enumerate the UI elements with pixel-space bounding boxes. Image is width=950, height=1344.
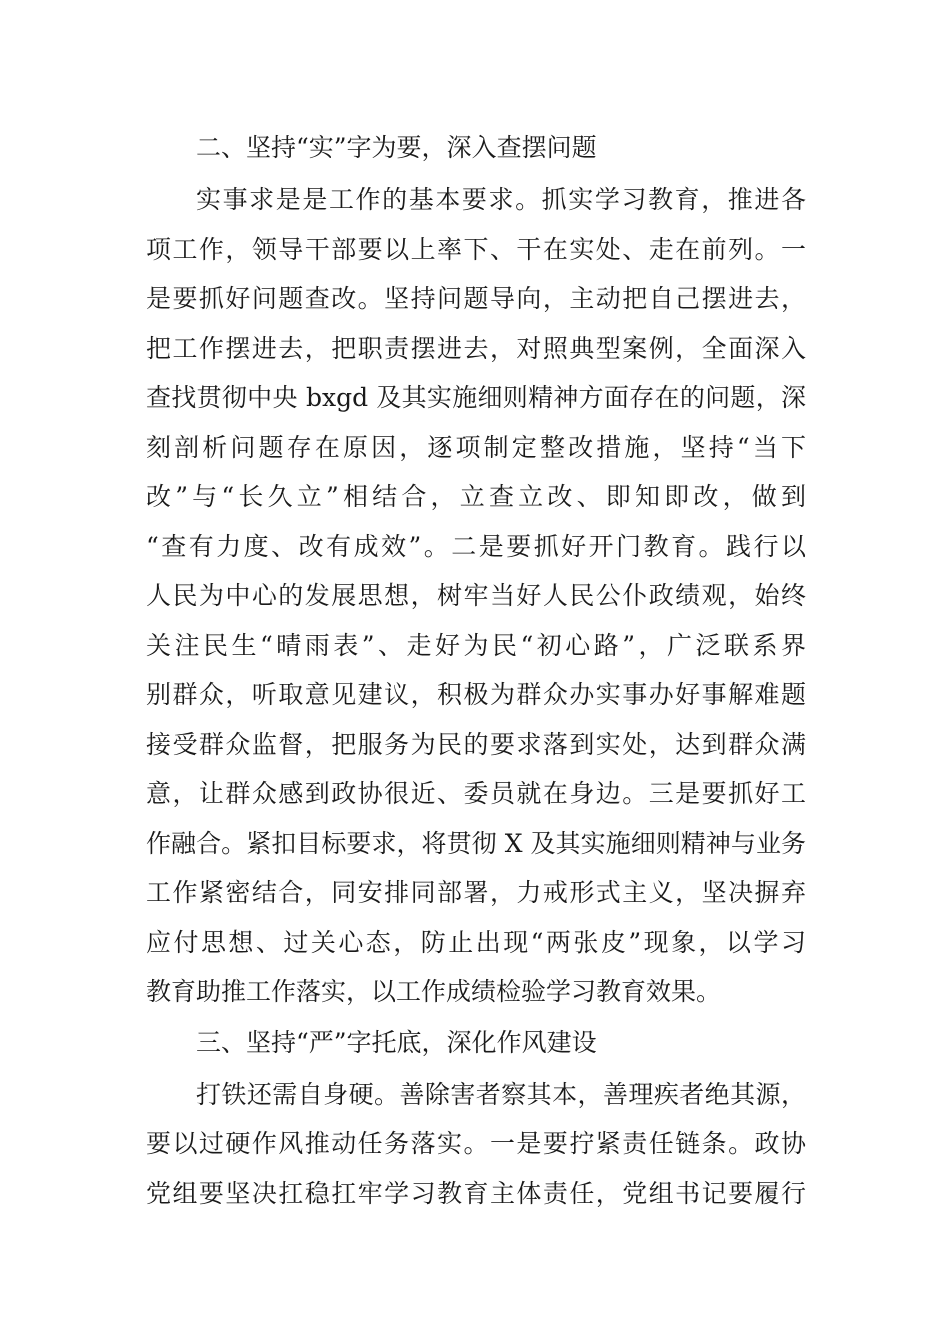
paragraph-line: 关注民生“晴雨表”、走好为民“初心路”，广泛联系界 bbox=[146, 631, 806, 660]
paragraph-line: 教育助推工作落实，以工作成绩检验学习教育效果。 bbox=[146, 977, 722, 1006]
paragraph-line: 人民为中心的发展思想，树牢当好人民公仆政绩观，始终 bbox=[146, 581, 806, 610]
paragraph-line: 应付思想、过关心态，防止出现“两张皮”现象，以学习 bbox=[146, 928, 806, 957]
paragraph-line: 工作紧密结合，同安排同部署，力戒形式主义，坚决摒弃 bbox=[146, 878, 806, 907]
paragraph-line: 作融合。紧扣目标要求，将贯彻 X 及其实施细则精神与业务 bbox=[146, 829, 806, 858]
paragraph-line: 党组要坚决扛稳扛牢学习教育主体责任，党组书记要履行 bbox=[146, 1179, 806, 1208]
paragraph-line: 接受群众监督，把服务为民的要求落到实处，达到群众满 bbox=[146, 730, 806, 759]
paragraph-line: 刻剖析问题存在原因，逐项制定整改措施，坚持“当下 bbox=[146, 433, 806, 462]
paragraph-line: 打铁还需自身硬。善除害者察其本，善理疾者绝其源， bbox=[196, 1080, 806, 1109]
section-heading-3: 三、坚持“严”字托底，深化作风建设 bbox=[196, 1028, 597, 1057]
paragraph-line: 别群众，听取意见建议，积极为群众办实事办好事解难题 bbox=[146, 680, 806, 709]
paragraph-line: 要以过硬作风推动任务落实。一是要拧紧责任链条。政协 bbox=[146, 1129, 806, 1158]
paragraph-line: 查找贯彻中央 bxgd 及其实施细则精神方面存在的问题，深 bbox=[146, 383, 806, 412]
paragraph-line: 改”与“长久立”相结合，立查立改、即知即改，做到 bbox=[146, 482, 806, 511]
paragraph-line: “查有力度、改有成效”。二是要抓好开门教育。践行以 bbox=[146, 532, 806, 561]
paragraph-line: 意，让群众感到政协很近、委员就在身边。三是要抓好工 bbox=[146, 779, 806, 808]
paragraph-line: 是要抓好问题查改。坚持问题导向，主动把自己摆进去， bbox=[146, 284, 806, 313]
section-heading-2: 二、坚持“实”字为要，深入查摆问题 bbox=[196, 133, 597, 162]
paragraph-line: 把工作摆进去，把职责摆进去，对照典型案例，全面深入 bbox=[146, 334, 806, 363]
paragraph-line: 实事求是是工作的基本要求。抓实学习教育，推进各 bbox=[196, 185, 806, 214]
paragraph-line: 项工作，领导干部要以上率下、干在实处、走在前列。一 bbox=[146, 235, 806, 264]
